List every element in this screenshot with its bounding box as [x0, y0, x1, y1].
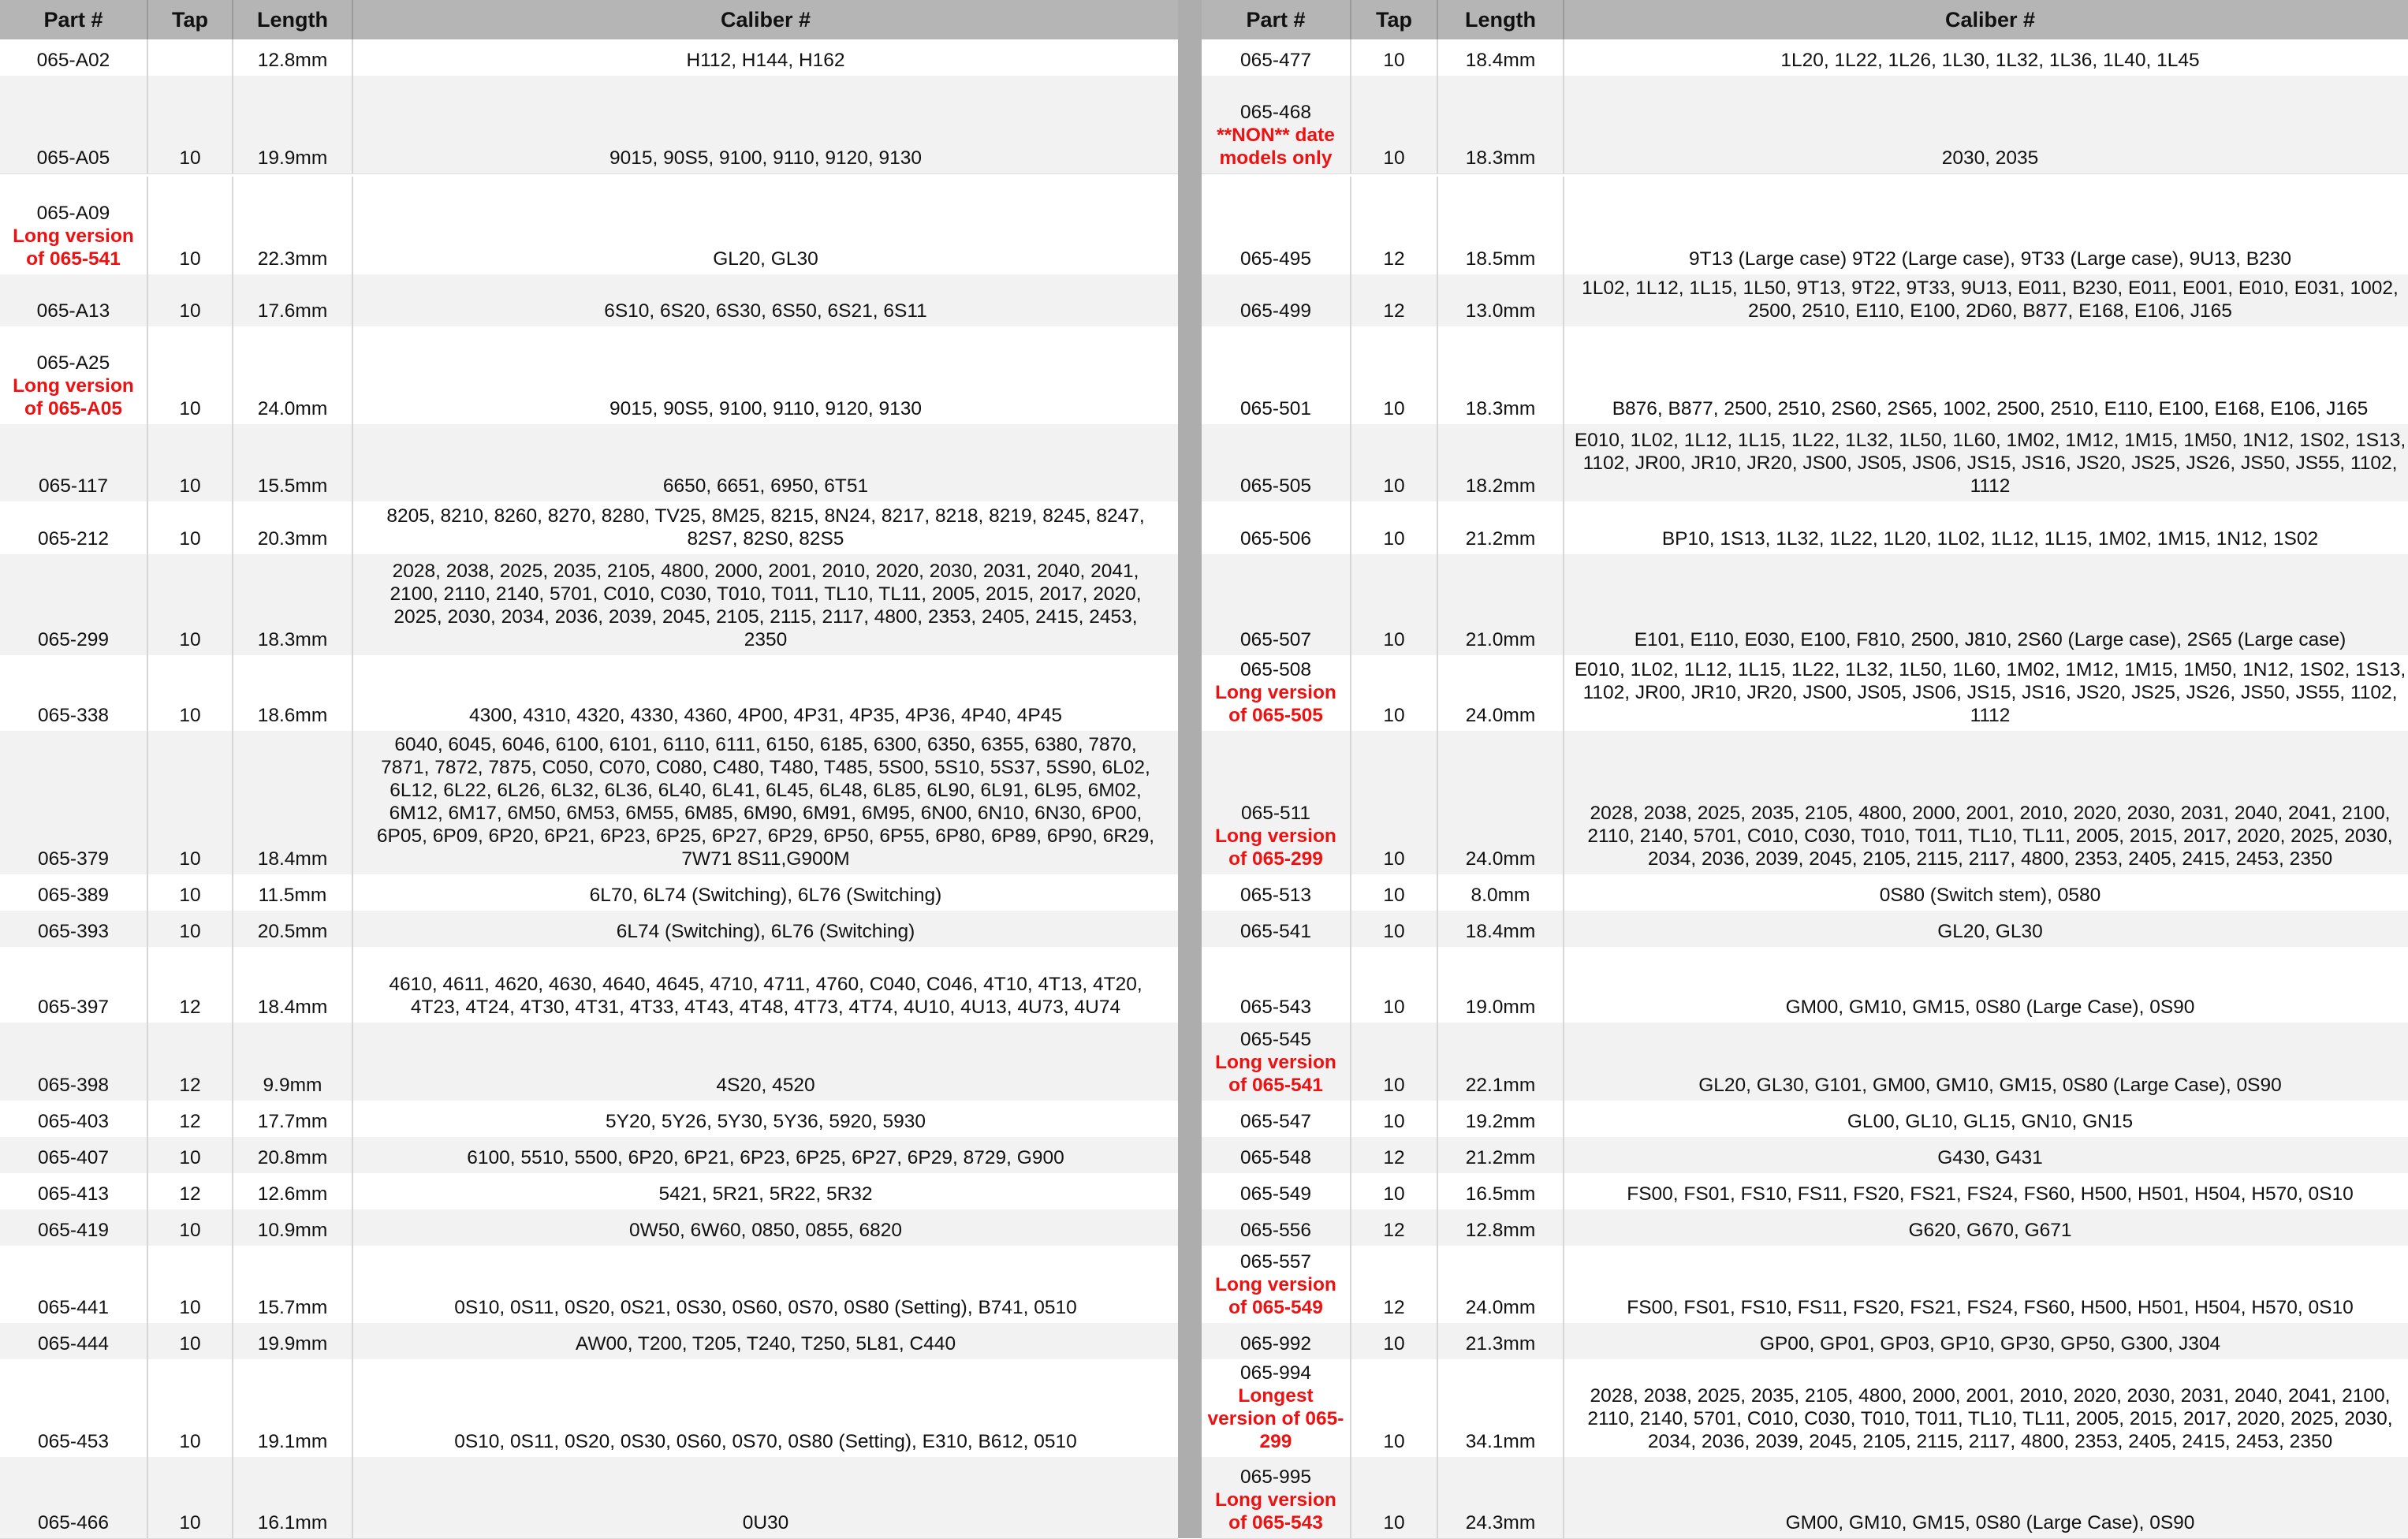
caliber-cell: 8205, 8210, 8260, 8270, 8280, TV25, 8M25, 8215, 8N24, 8217, 8218, 8219, 8245, 8247, 82S7, 82S0, 82S5 [386, 505, 1145, 550]
length-cell: 18.5mm [1438, 177, 1564, 274]
length-cell: 12.8mm [233, 39, 353, 76]
header-part: Part # [1202, 0, 1351, 39]
table-row [1202, 1137, 2408, 1174]
tap-cell: 12 [1351, 274, 1438, 326]
part-number-cell [0, 76, 148, 173]
length-cell: 18.3mm [1438, 76, 1564, 173]
header-part: Part # [0, 0, 148, 39]
header-caliber: Caliber # [1564, 0, 2408, 39]
caliber-cell: E010, 1L02, 1L12, 1L15, 1L22, 1L32, 1L50, 1L60, 1M02, 1M12, 1M15, 1M50, 1N12, 1S02, 1S13, 1102, JR00, JR10, JR20, JS00, JS05, JS06, JS15, JS16, JS20, JS25, JS26, JS50, JS55, 1102, 1112 [1574, 430, 2406, 497]
tap-cell: 10 [148, 1246, 233, 1323]
caliber-cell: 6100, 5510, 5500, 6P20, 6P21, 6P23, 6P25, 6P27, 6P29, 8729, G900 [467, 1147, 1064, 1168]
part-number: 065-506 [1240, 528, 1311, 550]
part-number-cell [0, 1457, 148, 1538]
caliber-cell: 4300, 4310, 4320, 4330, 4360, 4P00, 4P31, 4P35, 4P36, 4P40, 4P45 [469, 705, 1062, 726]
caliber-cell: GM00, GM10, GM15, 0S80 (Large Case), 0S90 [1785, 997, 2195, 1018]
caliber-cell: 4S20, 4520 [716, 1075, 815, 1096]
tap-cell: 10 [1351, 911, 1438, 947]
table-row [0, 731, 1178, 875]
part-number: 065-A13 [36, 300, 110, 322]
part-number: 065-541 [1240, 921, 1311, 942]
part-number: 065-508 [1240, 659, 1311, 680]
part-number: 065-338 [38, 705, 109, 726]
table-row [1202, 554, 2408, 656]
part-note: **NON** date models only [1217, 125, 1335, 169]
part-number-cell [1202, 874, 1351, 911]
part-number-cell [0, 655, 148, 731]
tap-cell: 10 [1351, 655, 1438, 731]
table-row [1202, 1359, 2408, 1458]
length-cell: 21.3mm [1438, 1323, 1564, 1359]
length-cell: 20.3mm [233, 501, 353, 554]
tap-cell: 12 [1351, 177, 1438, 274]
caliber-cell: 6L70, 6L74 (Switching), 6L76 (Switching) [589, 885, 942, 906]
caliber-cell: 5421, 5R21, 5R22, 5R32 [658, 1183, 873, 1205]
part-number: 065-505 [1240, 475, 1311, 497]
part-number-cell [0, 39, 148, 76]
caliber-cell: FS00, FS01, FS10, FS11, FS20, FS21, FS24, FS60, H500, H501, H504, H570, 0S10 [1627, 1183, 2354, 1205]
part-note: Long version of 065-543 [1215, 1489, 1336, 1533]
length-cell: 24.0mm [233, 326, 353, 424]
part-number: 065-A05 [36, 147, 110, 169]
header-caliber: Caliber # [353, 0, 1178, 39]
table-row [0, 1023, 1178, 1101]
table-row [0, 1359, 1178, 1458]
tap-cell: 10 [148, 911, 233, 947]
caliber-cell: FS00, FS01, FS10, FS11, FS20, FS21, FS24, FS60, H500, H501, H504, H570, 0S10 [1627, 1297, 2354, 1318]
tap-cell: 10 [148, 874, 233, 911]
caliber-cell: BP10, 1S13, 1L32, 1L22, 1L20, 1L02, 1L12, 1L15, 1M02, 1M15, 1N12, 1S02 [1661, 528, 2319, 550]
caliber-cell: GL20, GL30, G101, GM00, GM10, GM15, 0S80 (Large Case), 0S90 [1698, 1075, 2282, 1096]
tap-cell: 10 [148, 326, 233, 424]
part-number-cell [0, 274, 148, 326]
table-row [1202, 424, 2408, 502]
part-number: 065-513 [1240, 885, 1311, 906]
caliber-cell: 5Y20, 5Y26, 5Y30, 5Y36, 5920, 5930 [606, 1111, 926, 1132]
caliber-cell: GL00, GL10, GL15, GN10, GN15 [1847, 1111, 2134, 1132]
tap-cell: 10 [1351, 1101, 1438, 1137]
length-cell: 24.0mm [1438, 731, 1564, 874]
length-cell: 16.5mm [1438, 1173, 1564, 1209]
caliber-cell: 9015, 90S5, 9100, 9110, 9120, 9130 [609, 398, 922, 419]
part-number-cell [0, 177, 148, 274]
part-number: 065-499 [1240, 300, 1311, 322]
part-number: 065-543 [1240, 997, 1311, 1018]
part-number: 065-407 [38, 1147, 109, 1168]
part-note: Long version of 065-299 [1215, 825, 1336, 870]
table-row [1202, 326, 2408, 425]
part-number-cell [0, 1137, 148, 1173]
part-number: 065-441 [38, 1297, 109, 1318]
part-number: 065-413 [38, 1183, 109, 1205]
part-number-cell [1202, 554, 1351, 655]
part-number: 065-403 [38, 1111, 109, 1132]
table-row [0, 1209, 1178, 1246]
header-tap: Tap [1351, 0, 1438, 39]
part-number-cell [1202, 1023, 1351, 1101]
tap-cell: 10 [148, 655, 233, 731]
table-row [0, 326, 1178, 425]
table-row [0, 947, 1178, 1023]
tap-cell: 10 [148, 554, 233, 655]
length-cell: 24.0mm [1438, 655, 1564, 731]
tap-cell: 10 [148, 1137, 233, 1173]
part-number-cell [1202, 39, 1351, 76]
table-row [1202, 947, 2408, 1023]
length-cell: 18.4mm [1438, 39, 1564, 76]
length-cell: 15.5mm [233, 424, 353, 501]
table-row [1202, 1173, 2408, 1210]
tap-cell: 10 [148, 731, 233, 874]
part-number-cell [1202, 177, 1351, 274]
part-number-cell [1202, 1173, 1351, 1209]
tap-cell: 12 [148, 947, 233, 1023]
part-number: 065-556 [1240, 1220, 1311, 1241]
part-note: Long version of 065-541 [13, 225, 134, 270]
length-cell: 19.9mm [233, 76, 353, 173]
table-row [0, 274, 1178, 327]
length-cell: 18.6mm [233, 655, 353, 731]
part-number: 065-212 [38, 528, 109, 550]
part-note: Long version of 065-A05 [13, 375, 134, 419]
table-row [1202, 76, 2408, 174]
part-number: 065-994 [1240, 1362, 1311, 1384]
part-number: 065-466 [38, 1512, 109, 1533]
caliber-cell: G620, G670, G671 [1908, 1220, 2072, 1241]
caliber-cell: 6040, 6045, 6046, 6100, 6101, 6110, 6111, 6150, 6185, 6300, 6350, 6355, 6380, 7870, 7871, 7872, 7875, C050, C070, C080, C480, T480, T485, 5S00, 5S10, 5S37, 5S90, 6L02, 6L12, 6L22, 6L26, 6L32, 6L36, 6L40, 6L41, 6L45, 6L48, 6L85, 6L90, 6L91, 6L95, 6M02, 6M12, 6M17, 6M50, 6M53, 6M55, 6M85, 6M90, 6M91, 6M95, 6N00, 6N10, 6N30, 6P00, 6P05, 6P09, 6P20, 6P21, 6P23, 6P25, 6P27, 6P29, 6P50, 6P55, 6P80, 6P89, 6P90, 6R29, 7W71 8S11,G900M [376, 734, 1155, 870]
part-number-cell [1202, 1457, 1351, 1538]
part-number: 065-507 [1240, 629, 1311, 650]
tap-cell: 10 [1351, 326, 1438, 424]
caliber-cell: 6L74 (Switching), 6L76 (Switching) [616, 921, 915, 942]
table-row [1202, 1323, 2408, 1360]
part-number: 065-393 [38, 921, 109, 942]
tap-cell: 10 [148, 424, 233, 501]
caliber-cell: B876, B877, 2500, 2510, 2S60, 2S65, 1002, 2500, 2510, E110, E100, E168, E106, J165 [1612, 398, 2369, 419]
caliber-cell: 2028, 2038, 2025, 2035, 2105, 4800, 2000, 2001, 2010, 2020, 2030, 2031, 2040, 2041, 2100, 2110, 2140, 5701, C010, C030, T010, T011, TL10, TL11, 2005, 2015, 2017, 2020, 2025, 2030, 2034, 2036, 2039, 2045, 2105, 2115, 2117, 4800, 2353, 2405, 2415, 2453, 2350 [1587, 1385, 2393, 1452]
tap-cell: 12 [148, 1173, 233, 1209]
caliber-cell: 2028, 2038, 2025, 2035, 2105, 4800, 2000, 2001, 2010, 2020, 2030, 2031, 2040, 2041, 2100, 2110, 2140, 5701, C010, C030, T010, T011, TL10, TL11, 2005, 2015, 2017, 2020, 2025, 2030, 2034, 2036, 2039, 2045, 2105, 2115, 2117, 4800, 2353, 2405, 2415, 2453, 2350 [390, 561, 1142, 650]
caliber-cell: 1L20, 1L22, 1L26, 1L30, 1L32, 1L36, 1L40, 1L45 [1780, 50, 2200, 71]
part-number-cell [1202, 655, 1351, 731]
tap-cell: 10 [1351, 1323, 1438, 1359]
part-number-cell [1202, 1323, 1351, 1359]
length-cell: 11.5mm [233, 874, 353, 911]
length-cell: 8.0mm [1438, 874, 1564, 911]
caliber-cell: GL20, GL30 [1937, 921, 2043, 942]
caliber-cell: AW00, T200, T205, T240, T250, 5L81, C440 [575, 1333, 956, 1355]
length-cell: 20.5mm [233, 911, 353, 947]
part-number-cell [0, 731, 148, 874]
table-row [1202, 1209, 2408, 1246]
header-length: Length [233, 0, 353, 39]
part-number: 065-453 [38, 1431, 109, 1452]
part-note: Longest version of 065-299 [1207, 1385, 1344, 1452]
part-number-cell [0, 326, 148, 424]
part-number: 065-995 [1240, 1466, 1311, 1488]
part-number: 065-548 [1240, 1147, 1311, 1168]
length-cell: 21.2mm [1438, 501, 1564, 554]
part-number: 065-389 [38, 885, 109, 906]
length-cell: 24.0mm [1438, 1246, 1564, 1323]
length-cell: 18.3mm [233, 554, 353, 655]
tap-cell: 10 [148, 177, 233, 274]
left-table [0, 0, 1178, 1538]
table-row [0, 1137, 1178, 1174]
part-number-cell [0, 424, 148, 501]
part-number-cell [1202, 1101, 1351, 1137]
tap-cell: 10 [1351, 1359, 1438, 1457]
table-row [1202, 1246, 2408, 1324]
length-cell: 19.2mm [1438, 1101, 1564, 1137]
length-cell: 19.9mm [233, 1323, 353, 1359]
part-number-cell [1202, 947, 1351, 1023]
length-cell: 18.4mm [233, 947, 353, 1023]
part-number: 065-117 [38, 475, 109, 497]
length-cell: 12.6mm [233, 1173, 353, 1209]
part-number: 065-398 [38, 1075, 109, 1096]
length-cell: 12.8mm [1438, 1209, 1564, 1246]
part-number-cell [0, 554, 148, 655]
caliber-cell: G430, G431 [1937, 1147, 2043, 1168]
length-cell: 22.3mm [233, 177, 353, 274]
table-row [1202, 655, 2408, 732]
part-number-cell [1202, 76, 1351, 173]
table-row [0, 177, 1178, 275]
part-number-cell [0, 1359, 148, 1457]
part-number: 065-A02 [36, 50, 110, 71]
tap-cell: 10 [1351, 947, 1438, 1023]
tap-cell [148, 39, 233, 76]
length-cell: 17.6mm [233, 274, 353, 326]
column-divider [1178, 0, 1202, 1538]
part-number-cell [1202, 1246, 1351, 1323]
caliber-cell: GM00, GM10, GM15, 0S80 (Large Case), 0S90 [1785, 1512, 2195, 1533]
tap-cell: 10 [148, 501, 233, 554]
table-row [1202, 1101, 2408, 1138]
part-number: 065-397 [38, 997, 109, 1018]
tap-cell: 10 [148, 274, 233, 326]
table-row [1202, 911, 2408, 948]
length-cell: 18.4mm [1438, 911, 1564, 947]
part-number: 065-A25 [36, 352, 110, 374]
tap-cell: 10 [1351, 731, 1438, 874]
part-number: 065-547 [1240, 1111, 1311, 1132]
length-cell: 21.0mm [1438, 554, 1564, 655]
part-note: Long version of 065-505 [1215, 682, 1336, 726]
caliber-cell: 9015, 90S5, 9100, 9110, 9120, 9130 [609, 147, 922, 169]
part-number: 065-444 [38, 1333, 109, 1355]
caliber-cell: H112, H144, H162 [686, 50, 845, 71]
part-number: 065-468 [1240, 102, 1311, 123]
table-row [1202, 39, 2408, 76]
part-number-cell [1202, 911, 1351, 947]
part-number: 065-501 [1240, 398, 1311, 419]
part-number-cell [0, 911, 148, 947]
tap-cell: 10 [148, 1457, 233, 1538]
part-number: 065-511 [1240, 803, 1311, 824]
table-row [0, 1323, 1178, 1360]
part-number-cell [1202, 1209, 1351, 1246]
tap-cell: 10 [148, 1323, 233, 1359]
tap-cell: 12 [148, 1023, 233, 1101]
table-row [0, 76, 1178, 174]
table-row [0, 1457, 1178, 1539]
length-cell: 18.4mm [233, 731, 353, 874]
table-row [1202, 1023, 2408, 1101]
length-cell: 15.7mm [233, 1246, 353, 1323]
caliber-cell: 4610, 4611, 4620, 4630, 4640, 4645, 4710, 4711, 4760, C040, C046, 4T10, 4T13, 4T20, 4T23, 4T24, 4T30, 4T31, 4T33, 4T43, 4T48, 4T73, 4T74, 4U10, 4U13, 4U73, 4U74 [389, 974, 1142, 1018]
caliber-cell: 0S80 (Switch stem), 0580 [1879, 885, 2101, 906]
part-number: 065-992 [1240, 1333, 1311, 1355]
right-header-row [1202, 0, 2408, 39]
table-row [1202, 731, 2408, 875]
length-cell: 21.2mm [1438, 1137, 1564, 1173]
part-number: 065-477 [1240, 50, 1311, 71]
part-number-cell [1202, 1359, 1351, 1457]
tap-cell: 10 [1351, 501, 1438, 554]
caliber-cell: E101, E110, E030, E100, F810, 2500, J810, 2S60 (Large case), 2S65 (Large case) [1634, 629, 2346, 650]
table-row [1202, 1457, 2408, 1539]
part-number: 065-495 [1240, 248, 1311, 270]
table-row [1202, 874, 2408, 911]
length-cell: 13.0mm [1438, 274, 1564, 326]
part-number-cell [1202, 731, 1351, 874]
table-row [0, 1101, 1178, 1138]
caliber-cell: 9T13 (Large case) 9T22 (Large case), 9T33 (Large case), 9U13, B230 [1689, 248, 2291, 270]
part-number-cell [0, 501, 148, 554]
part-number: 065-419 [38, 1220, 109, 1241]
part-number-cell [1202, 424, 1351, 501]
table-row [0, 911, 1178, 948]
tap-cell: 10 [1351, 1173, 1438, 1209]
tap-cell: 12 [1351, 1137, 1438, 1173]
length-cell: 17.7mm [233, 1101, 353, 1137]
table-row [1202, 274, 2408, 327]
tap-cell: 10 [148, 1359, 233, 1457]
table-row [0, 1246, 1178, 1324]
part-note: Long version of 065-541 [1215, 1052, 1336, 1096]
tap-cell: 12 [148, 1101, 233, 1137]
length-cell: 34.1mm [1438, 1359, 1564, 1457]
part-number: 065-379 [38, 848, 109, 870]
part-number-cell [0, 1323, 148, 1359]
caliber-cell: 0W50, 6W60, 0850, 0855, 6820 [629, 1220, 902, 1241]
right-table [1202, 0, 2408, 1538]
header-length: Length [1438, 0, 1564, 39]
tap-cell: 10 [1351, 1023, 1438, 1101]
caliber-cell: 0S10, 0S11, 0S20, 0S30, 0S60, 0S70, 0S80 (Setting), E310, B612, 0510 [454, 1431, 1077, 1452]
table-row [0, 554, 1178, 656]
tap-cell: 12 [1351, 1246, 1438, 1323]
part-number-cell [0, 947, 148, 1023]
caliber-cell: 2028, 2038, 2025, 2035, 2105, 4800, 2000, 2001, 2010, 2020, 2030, 2031, 2040, 2041, 2100, 2110, 2140, 5701, C010, C030, T010, T011, TL10, TL11, 2005, 2015, 2017, 2020, 2025, 2030, 2034, 2036, 2039, 2045, 2105, 2115, 2117, 4800, 2353, 2405, 2415, 2453, 2350 [1587, 803, 2393, 870]
caliber-cell: GL20, GL30 [713, 248, 818, 270]
length-cell: 20.8mm [233, 1137, 353, 1173]
tap-cell: 10 [1351, 424, 1438, 501]
length-cell: 24.3mm [1438, 1457, 1564, 1538]
caliber-cell: 6S10, 6S20, 6S30, 6S50, 6S21, 6S11 [604, 300, 927, 322]
length-cell: 19.0mm [1438, 947, 1564, 1023]
tap-cell: 10 [1351, 554, 1438, 655]
header-tap: Tap [148, 0, 233, 39]
part-number-cell [0, 1246, 148, 1323]
part-number-cell [0, 1173, 148, 1209]
length-cell: 19.1mm [233, 1359, 353, 1457]
part-number: 065-549 [1240, 1183, 1311, 1205]
tap-cell: 10 [148, 76, 233, 173]
part-number-cell [0, 1023, 148, 1101]
caliber-cell: E010, 1L02, 1L12, 1L15, 1L22, 1L32, 1L50, 1L60, 1M02, 1M12, 1M15, 1M50, 1N12, 1S02, 1S13, 1102, JR00, JR10, JR20, JS00, JS05, JS06, JS15, JS16, JS20, JS25, JS26, JS50, JS55, 1102, 1112 [1574, 659, 2406, 726]
part-number-cell [0, 874, 148, 911]
caliber-cell: 0S10, 0S11, 0S20, 0S21, 0S30, 0S60, 0S70, 0S80 (Setting), B741, 0510 [454, 1297, 1077, 1318]
part-number: 065-A09 [36, 203, 110, 224]
tap-cell: 10 [148, 1209, 233, 1246]
caliber-cell: 2030, 2035 [1941, 147, 2039, 169]
part-number-cell [1202, 274, 1351, 326]
tap-cell: 10 [1351, 1457, 1438, 1538]
caliber-cell: GP00, GP01, GP03, GP10, GP30, GP50, G300, J304 [1759, 1333, 2221, 1355]
part-note: Long version of 065-549 [1215, 1274, 1336, 1318]
table-row [0, 501, 1178, 555]
part-number-cell [1202, 326, 1351, 424]
table-row [0, 39, 1178, 76]
tap-cell: 10 [1351, 874, 1438, 911]
table-row [0, 655, 1178, 732]
tap-cell: 12 [1351, 1209, 1438, 1246]
part-number: 065-299 [38, 629, 109, 650]
table-row [0, 874, 1178, 911]
part-number-cell [0, 1209, 148, 1246]
caliber-cell: 0U30 [742, 1512, 789, 1533]
length-cell: 10.9mm [233, 1209, 353, 1246]
length-cell: 22.1mm [1438, 1023, 1564, 1101]
tap-cell: 10 [1351, 39, 1438, 76]
table-row [0, 1173, 1178, 1210]
table-row [1202, 177, 2408, 275]
table-row [0, 424, 1178, 502]
part-number-cell [1202, 501, 1351, 554]
length-cell: 16.1mm [233, 1457, 353, 1538]
part-number: 065-557 [1240, 1251, 1311, 1273]
length-cell: 9.9mm [233, 1023, 353, 1101]
part-number-cell [0, 1101, 148, 1137]
tap-cell: 10 [1351, 76, 1438, 173]
caliber-cell: 1L02, 1L12, 1L15, 1L50, 9T13, 9T22, 9T33, 9U13, E011, B230, E011, E001, E010, E031, 1002, 2500, 2510, E110, E100, 2D60, B877, E168, E106, J165 [1582, 278, 2399, 322]
table-row [1202, 501, 2408, 555]
left-header-row [0, 0, 1178, 39]
part-number-cell [1202, 1137, 1351, 1173]
part-number: 065-545 [1240, 1029, 1311, 1050]
length-cell: 18.3mm [1438, 326, 1564, 424]
caliber-cell: 6650, 6651, 6950, 6T51 [662, 475, 869, 497]
length-cell: 18.2mm [1438, 424, 1564, 501]
